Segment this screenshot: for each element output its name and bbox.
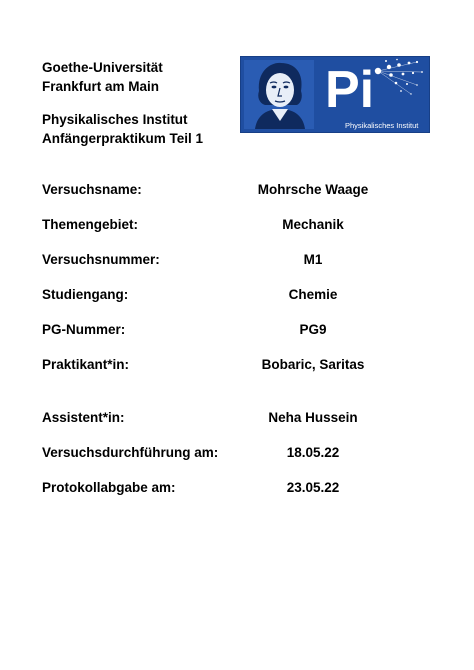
field-value: M1 [303,252,323,267]
university-name: Goethe-Universität [42,60,163,75]
field-label: Protokollabgabe am: [42,480,176,495]
field-row-pg-nummer [42,320,432,340]
course-name: Anfängerpraktikum Teil 1 [42,131,204,146]
field-value: 23.05.22 [286,480,340,495]
field-value: Mohrsche Waage [257,182,369,197]
field-label: Versuchsname: [42,182,142,197]
field-label: Studiengang: [42,287,129,302]
field-row-versuchsnummer [42,250,432,270]
logo-caption: Physikalisches Institut [345,121,419,130]
field-row-studiengang [42,285,432,305]
institute-logo [240,56,430,133]
field-row-versuchsdurchfuehrung [42,443,432,463]
field-value: Neha Hussein [268,410,358,425]
field-label: Praktikant*in: [42,357,130,372]
logo-letters: Pi [325,61,375,119]
field-value: PG9 [299,322,327,337]
field-row-versuchsname [42,180,432,200]
field-label: Versuchsnummer: [42,252,160,267]
header-block [42,58,203,162]
institute-name: Physikalisches Institut [42,112,188,127]
field-label: Themengebiet: [42,217,139,232]
field-value: Mechanik [282,217,344,232]
university-city: Frankfurt am Main [42,79,160,94]
field-row-protokollabgabe [42,478,432,498]
field-value: Chemie [288,287,338,302]
field-label: PG-Nummer: [42,322,126,337]
field-label: Versuchsdurchführung am: [42,445,219,460]
field-value: Bobaric, Saritas [261,357,365,372]
field-label: Assistent*in: [42,410,125,425]
field-row-themengebiet [42,215,432,235]
field-row-assistent [42,408,432,428]
field-row-praktikant [42,355,432,375]
field-value: 18.05.22 [286,445,340,460]
goethe-portrait-icon [244,60,314,129]
logo-graphic [241,57,429,132]
